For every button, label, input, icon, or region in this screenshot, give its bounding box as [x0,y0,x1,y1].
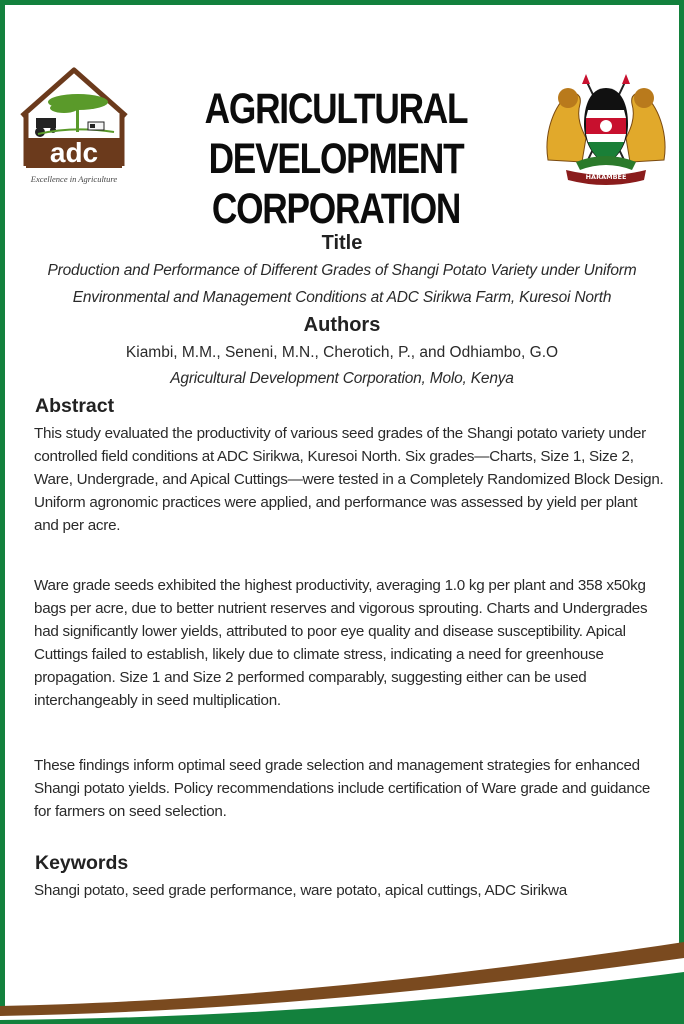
abstract-paragraph-1: This study evaluated the productivity of various seed grades of the Shangi potato variety under controlled field conditions at ADC Sirikwa, Kuresoi North. Six grades—Charts, Size 1, Size 2, Ware, Undergrade, and Apical Cuttings—were tested in a Completely Randomized Block Design. Uniform agronomic practices were applied, and performance was assessed by yield per plant and per acre. [34,425,664,534]
coat-of-arms [542,66,670,186]
abstract-paragraph-2: Ware grade seeds exhibited the highest productivity, averaging 1.0 kg per plant and 358 x50kg bags per acre, due to better nutrient reserves and vigorous sprouting. Charts and Undergrades had significantly lower yields, attributed to poor eye quality and disease susceptibility. Apical Cuttings failed to establish, likely due to climate stress, indicating a need for greenhouse propagation. Size 1 and Size 2 performed comparably, suggesting either can be used interchangeably in seed multiplication. [34,577,648,709]
title-heading: Title [321,232,363,254]
org-title: AGRICULTURAL DEVELOPMENT CORPORATION [204,85,468,233]
abstract-heading: Abstract [35,395,115,417]
svg-text:HARAMBEE: HARAMBEE [585,173,627,181]
paper-title-line-2: Environmental and Management Conditions at ADC Sirikwa Farm, Kuresoi North [72,289,612,306]
abstract-paragraph-3: These findings inform optimal seed grade selection and management strategies for enhanced Shangi potato yields. Policy recommendations include certification of Ware grade and guidance for farmers on seed selection. [34,757,651,820]
authors-heading: Authors [303,314,381,336]
bottom-swoosh [0,920,684,1024]
keywords-heading: Keywords [35,852,129,874]
svg-text:adc: adc [49,137,99,168]
adc-logo [18,66,130,188]
author-names: Kiambi, M.M., Seneni, M.N., Cherotich, P., and Odhiambo, G.O [125,344,559,361]
svg-text:Excellence in Agriculture: Excellence in Agriculture [30,174,118,184]
paper-title-line-1: Production and Performance of Different Grades of Shangi Potato Variety under Uniform [47,262,637,279]
keywords-text: Shangi potato, seed grade performance, ware potato, apical cuttings, ADC Sirikwa [34,882,567,899]
author-affiliation: Agricultural Development Corporation, Molo, Kenya [170,370,514,387]
